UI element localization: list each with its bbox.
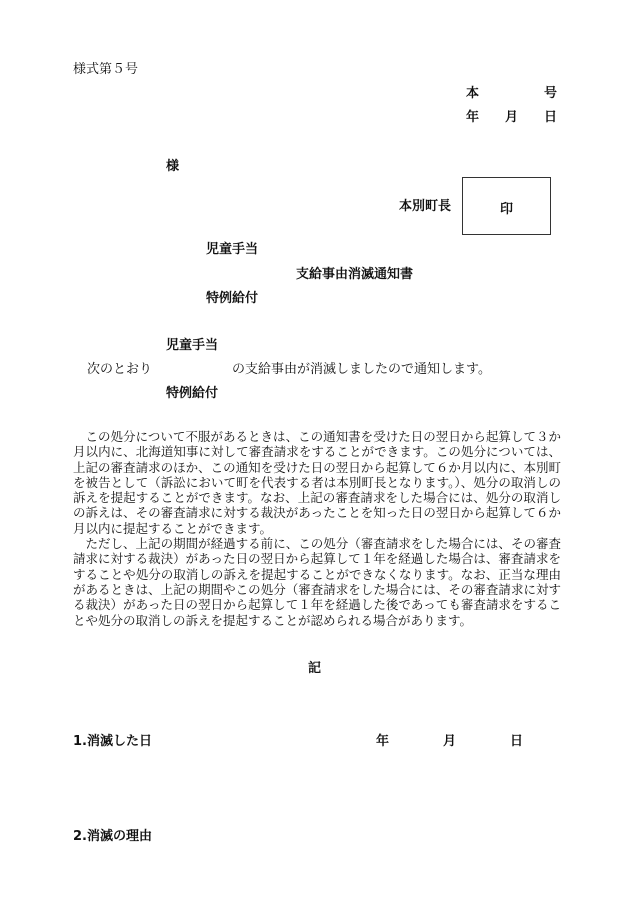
date-month: 月: [505, 110, 519, 125]
statement-suffix: の支給事由が消滅しましたので通知します。: [232, 362, 491, 377]
item-1-month: 月: [443, 734, 457, 749]
appeal-paragraph-1: この処分について不服があるときは、この通知書を受けた日の翌日から起算して３か月以内に、北海道知事に対して審査請求をすることができます。この処分については、上記の審査請求のほか、この通知を受けた日の翌日から起算して６か月以内に、本別町を被告として（訴訟において町を代表する者は本別町長となります。）、処分の取消しの訴えを提起することができます。なお、上記の審査請求をした場合には、処分の取消しの訴えは、その審査請求に対する裁決があったことを知った日の翌日から起算して６か月以内に提起することができます。: [73, 429, 561, 536]
appeal-notice: [73, 429, 561, 628]
doc-number-label: 本: [466, 86, 480, 101]
recipient-honorific: 様: [166, 159, 180, 174]
title-option-child-allowance: 児童手当: [206, 242, 259, 257]
ki-heading: 記: [308, 661, 322, 676]
item-2-label: 2.消滅の理由: [73, 829, 152, 844]
item-1-label: 1.消滅した日: [73, 734, 152, 749]
statement-option-special-benefit: 特例給付: [166, 386, 219, 401]
seal-box: [462, 177, 551, 235]
date-day: 日: [544, 110, 558, 125]
sender-title: 本別町長: [399, 199, 452, 214]
doc-number-suffix: 号: [544, 86, 558, 101]
title-option-special-benefit: 特例給付: [206, 291, 259, 306]
statement-prefix: 次のとおり: [87, 362, 153, 377]
document-title: 支給事由消滅通知書: [296, 267, 414, 282]
item-1-year: 年: [376, 734, 390, 749]
item-1-day: 日: [510, 734, 524, 749]
statement-option-child-allowance: 児童手当: [166, 338, 219, 353]
seal-label: 印: [499, 202, 513, 217]
form-number: 様式第５号: [73, 62, 139, 77]
date-year: 年: [466, 110, 480, 125]
appeal-paragraph-2: ただし、上記の期間が経過する前に、この処分（審査請求をした場合には、その審査請求に対する裁決）があった日の翌日から起算して１年を経過した場合は、審査請求をすることや処分の取消しの訴えを提起することができなくなります。なお、正当な理由があるときは、上記の期間やこの処分（審査請求をした場合には、その審査請求に対する裁決）があった日の翌日から起算して１年を経過した後であっても審査請求をすることや処分の取消しの訴えを提起することが認められる場合があります。: [73, 536, 561, 628]
